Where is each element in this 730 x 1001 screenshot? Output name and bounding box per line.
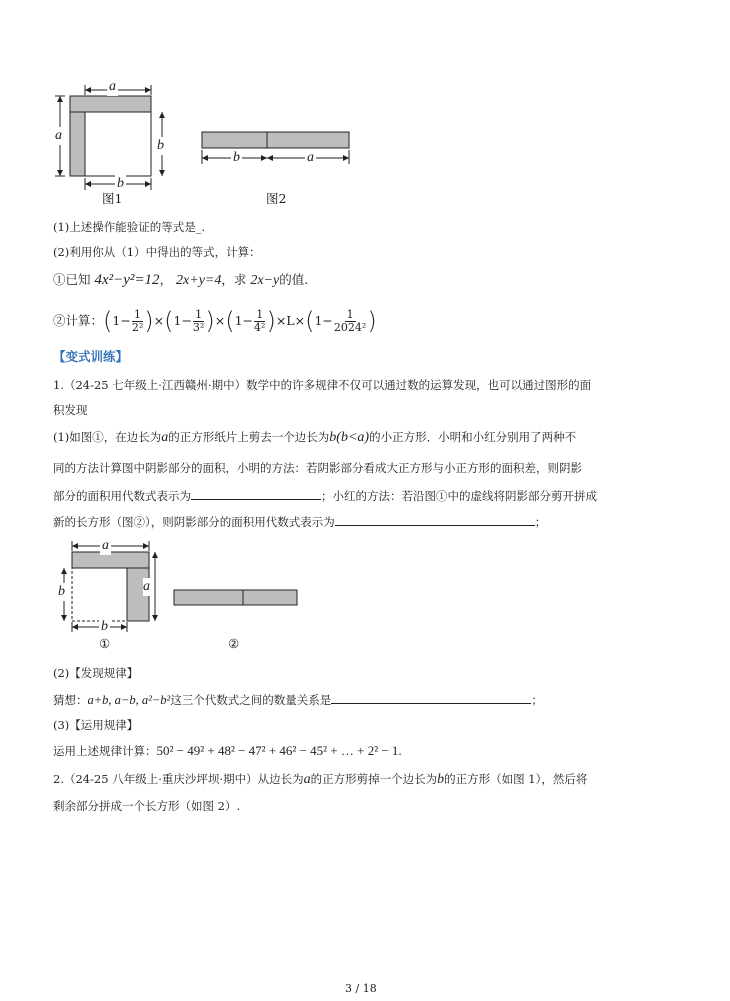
question-2-2: ②计算： ( 1 − $\frac{1}{\text{2²}}$ ) × ( 1 − $\frac{1}{\text{3²}}$ ) × ( 1 − $\frac{1}{\text{4²}}$ ) × L × ( 1 − $\frac{1}{\text{2024²}}$ ) xyxy=(53,307,377,335)
question-2-1: ①已知 4x²−y²=12， 2x+y=4，求 2x−y的值. xyxy=(53,272,309,288)
small-square xyxy=(85,112,151,176)
fig-1-caption: ① xyxy=(99,636,111,651)
answer-blank-3[interactable] xyxy=(331,690,531,704)
problem-1-line-5: 部分的面积用代数式表示为 ；小红的方法：若沿图①中的虚线将阴影部分剪开拼成 xyxy=(53,486,597,505)
sub-2-line: 猜想：a+b, a−b, a²−b²这三个代数式之间的数量关系是 ； xyxy=(53,690,543,709)
fig-1-label-a-right: a xyxy=(143,579,150,594)
strip-2-rect xyxy=(174,590,297,605)
question-2: (2)利用你从（1）中得出的等式，计算： xyxy=(53,245,261,259)
problem-2-line-1: 2.（24-25 八年级上·重庆沙坪坝·期中）从边长为a的正方形剪掉一个边长为b的正方形（如图 1），然后将 xyxy=(53,772,588,787)
problem-1-line-2: 积发现 xyxy=(53,403,88,417)
problem-1-line-6: 新的长方形（图②），则阴影部分的面积用代数式表示为 ； xyxy=(53,512,546,531)
question-1: (1)上述操作能验证的等式是_. xyxy=(53,220,206,234)
problem-1-line-1: 1.（24-25 七年级上·江西赣州·期中）数学中的许多规律不仅可以通过数的运算发现，也可以通过图形的面 xyxy=(53,378,592,392)
fig1-label-b-right: b xyxy=(157,138,164,153)
sub-3-heading: (3)【运用规律】 xyxy=(53,718,139,732)
fig1-caption: 图1 xyxy=(102,191,123,206)
sub-3-line: 运用上述规律计算：50² − 49² + 48² − 47² + 46² − 45² + … + 2² − 1. xyxy=(53,743,402,758)
problem-1-line-4: 同的方法计算图中阴影部分的面积，小明的方法：若阴影部分看成大正方形与小正方形的面积差，则阴影 xyxy=(53,461,582,475)
fig-2-caption: ② xyxy=(228,636,240,651)
dashed-small-square xyxy=(72,568,127,621)
fig1-label-a-top: a xyxy=(109,79,116,94)
fig1-label-b-bottom: b xyxy=(117,176,124,191)
answer-blank-2[interactable] xyxy=(335,512,535,526)
fig2-label-b: b xyxy=(233,150,240,165)
problem-1-sub-1-line: (1)如图①，在边长为a的正方形纸片上剪去一个边长为b(b<a)的小正方形．小明和小红分别用了两种不 xyxy=(53,430,577,445)
shaded-top-strip xyxy=(70,96,151,112)
shaded-left-strip xyxy=(70,112,85,176)
figure-2-diagram xyxy=(50,538,310,638)
fig-1-label-b-left: b xyxy=(58,584,65,599)
page-number: 3 / 18 xyxy=(345,982,377,995)
strip-rect xyxy=(202,132,349,148)
fig1-label-a-left: a xyxy=(55,128,62,143)
section-heading: 【变式训练】 xyxy=(53,349,129,364)
fig2-caption: 图2 xyxy=(266,191,287,206)
figure-2-right-arrow xyxy=(150,550,170,630)
figure-1-diagram xyxy=(40,80,360,210)
problem-2-line-2: 剩余部分拼成一个长方形（如图 2）. xyxy=(53,799,241,813)
fig-1-label-a-top: a xyxy=(102,538,109,553)
sub-2-heading: (2)【发现规律】 xyxy=(53,666,139,680)
answer-blank-1[interactable] xyxy=(191,486,321,500)
fig2-label-a: a xyxy=(307,150,314,165)
fig-1-label-b-bottom: b xyxy=(101,619,108,634)
